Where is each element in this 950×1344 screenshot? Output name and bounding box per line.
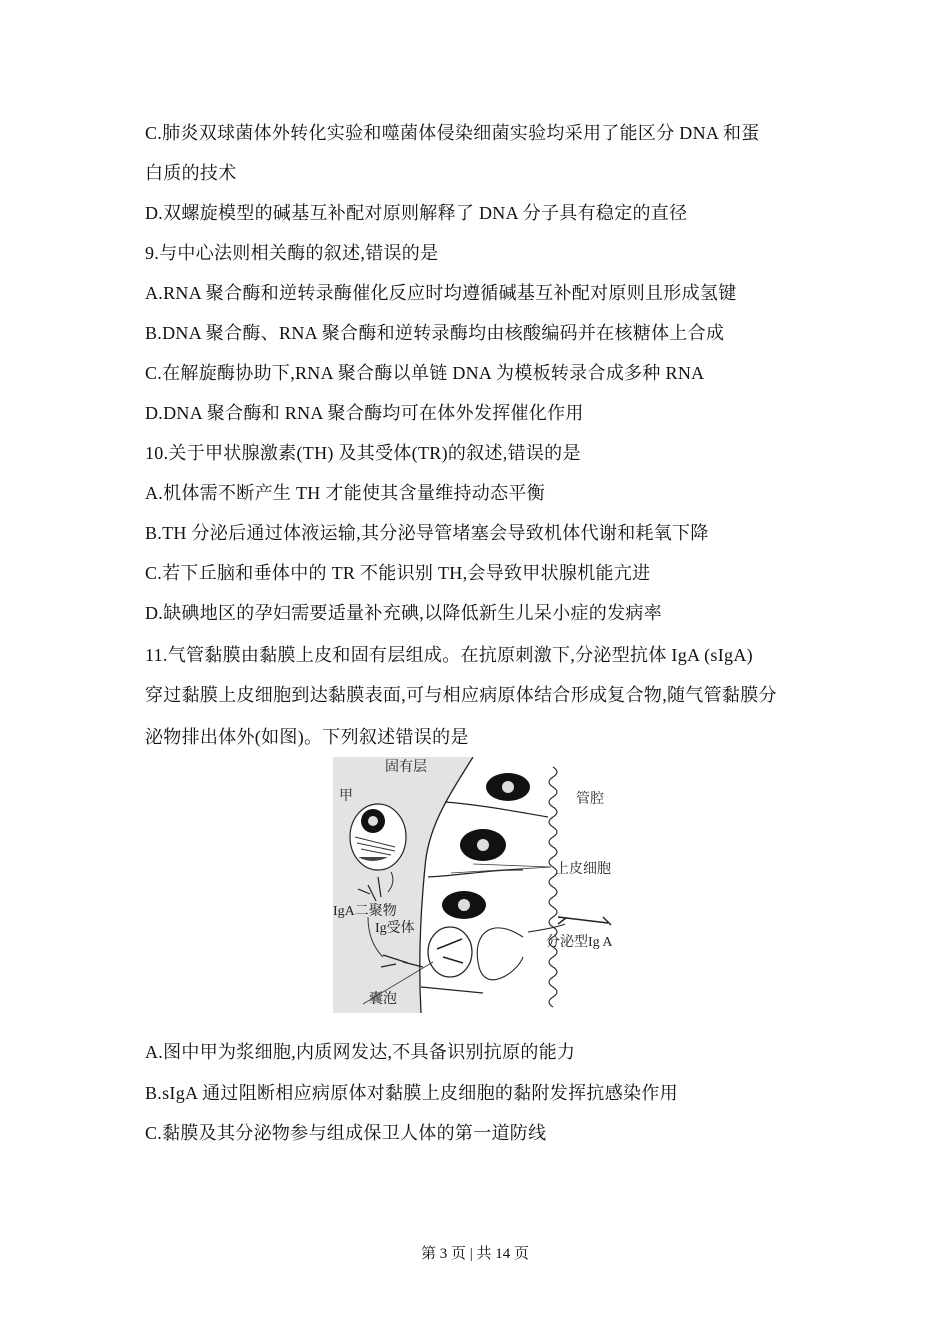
option-d: D.缺碘地区的孕妇需要适量补充碘,以降低新生儿呆小症的发病率 xyxy=(145,603,662,623)
page-footer: 第 3 页 | 共 14 页 xyxy=(420,1246,529,1262)
question-10-stem: 10.关于甲状腺激素(TH) 及其受体(TR)的叙述,错误的是 xyxy=(145,443,581,463)
option-a: A.机体需不断产生 TH 才能使其含量维持动态平衡 xyxy=(145,483,545,503)
option-c: C.在解旋酶协助下,RNA 聚合酶以单链 DNA 为模板转录合成多种 RNA xyxy=(145,363,705,383)
option-b: B.DNA 聚合酶、RNA 聚合酶和逆转录酶均由核酸编码并在核糖体上合成 xyxy=(145,323,725,343)
microvilli xyxy=(549,767,557,1007)
label-cell-jia: 甲 xyxy=(339,789,353,804)
label-ig-receptor: Ig受体 xyxy=(375,921,415,936)
option-c: C.黏膜及其分泌物参与组成保卫人体的第一道防线 xyxy=(145,1123,547,1143)
text-line: 泌物排出体外(如图)。下列叙述错误的是 xyxy=(145,727,469,747)
question-11-stem: 11.气管黏膜由黏膜上皮和固有层组成。在抗原刺激下,分泌型抗体 IgA (sIgA) xyxy=(145,645,753,665)
label-epithelial-cell: 上皮细胞 xyxy=(555,862,611,877)
text-line: 白质的技术 xyxy=(145,163,237,183)
text-line: C.肺炎双球菌体外转化实验和噬菌体侵染细菌实验均采用了能区分 DNA 和蛋 xyxy=(145,123,760,143)
secretory-iga-icon xyxy=(558,917,611,925)
option-a: A.图中甲为浆细胞,内质网发达,不具备识别抗原的能力 xyxy=(145,1042,576,1062)
label-iga-dimer: IgA二聚物 xyxy=(333,904,397,919)
option-c: C.若下丘脑和垂体中的 TR 不能识别 TH,会导致甲状腺机能亢进 xyxy=(145,563,651,583)
option-b: B.sIgA 通过阻断相应病原体对黏膜上皮细胞的黏附发挥抗感染作用 xyxy=(145,1083,678,1103)
vesicle xyxy=(428,927,472,977)
question-9-stem: 9.与中心法则相关酶的叙述,错误的是 xyxy=(145,243,439,263)
option-a: A.RNA 聚合酶和逆转录酶催化反应时均遵循碱基互补配对原则且形成氢键 xyxy=(145,283,737,303)
label-lumen: 管腔 xyxy=(576,792,604,807)
label-vesicle: 囊泡 xyxy=(369,992,397,1007)
option-d: D.DNA 聚合酶和 RNA 聚合酶均可在体外发挥催化作用 xyxy=(145,403,584,423)
option-b: B.TH 分泌后通过体液运输,其分泌导管堵塞会导致机体代谢和耗氧下降 xyxy=(145,523,709,543)
label-lamina-propria: 固有层 xyxy=(385,760,427,775)
text-line: 穿过黏膜上皮细胞到达黏膜表面,可与相应病原体结合形成复合物,随气管黏膜分 xyxy=(145,685,777,705)
label-secretory-iga: 分泌型Ig A xyxy=(546,935,613,950)
text-line: D.双螺旋模型的碱基互补配对原则解释了 DNA 分子具有稳定的直径 xyxy=(145,203,688,223)
iga-secretion-figure xyxy=(333,757,617,1013)
